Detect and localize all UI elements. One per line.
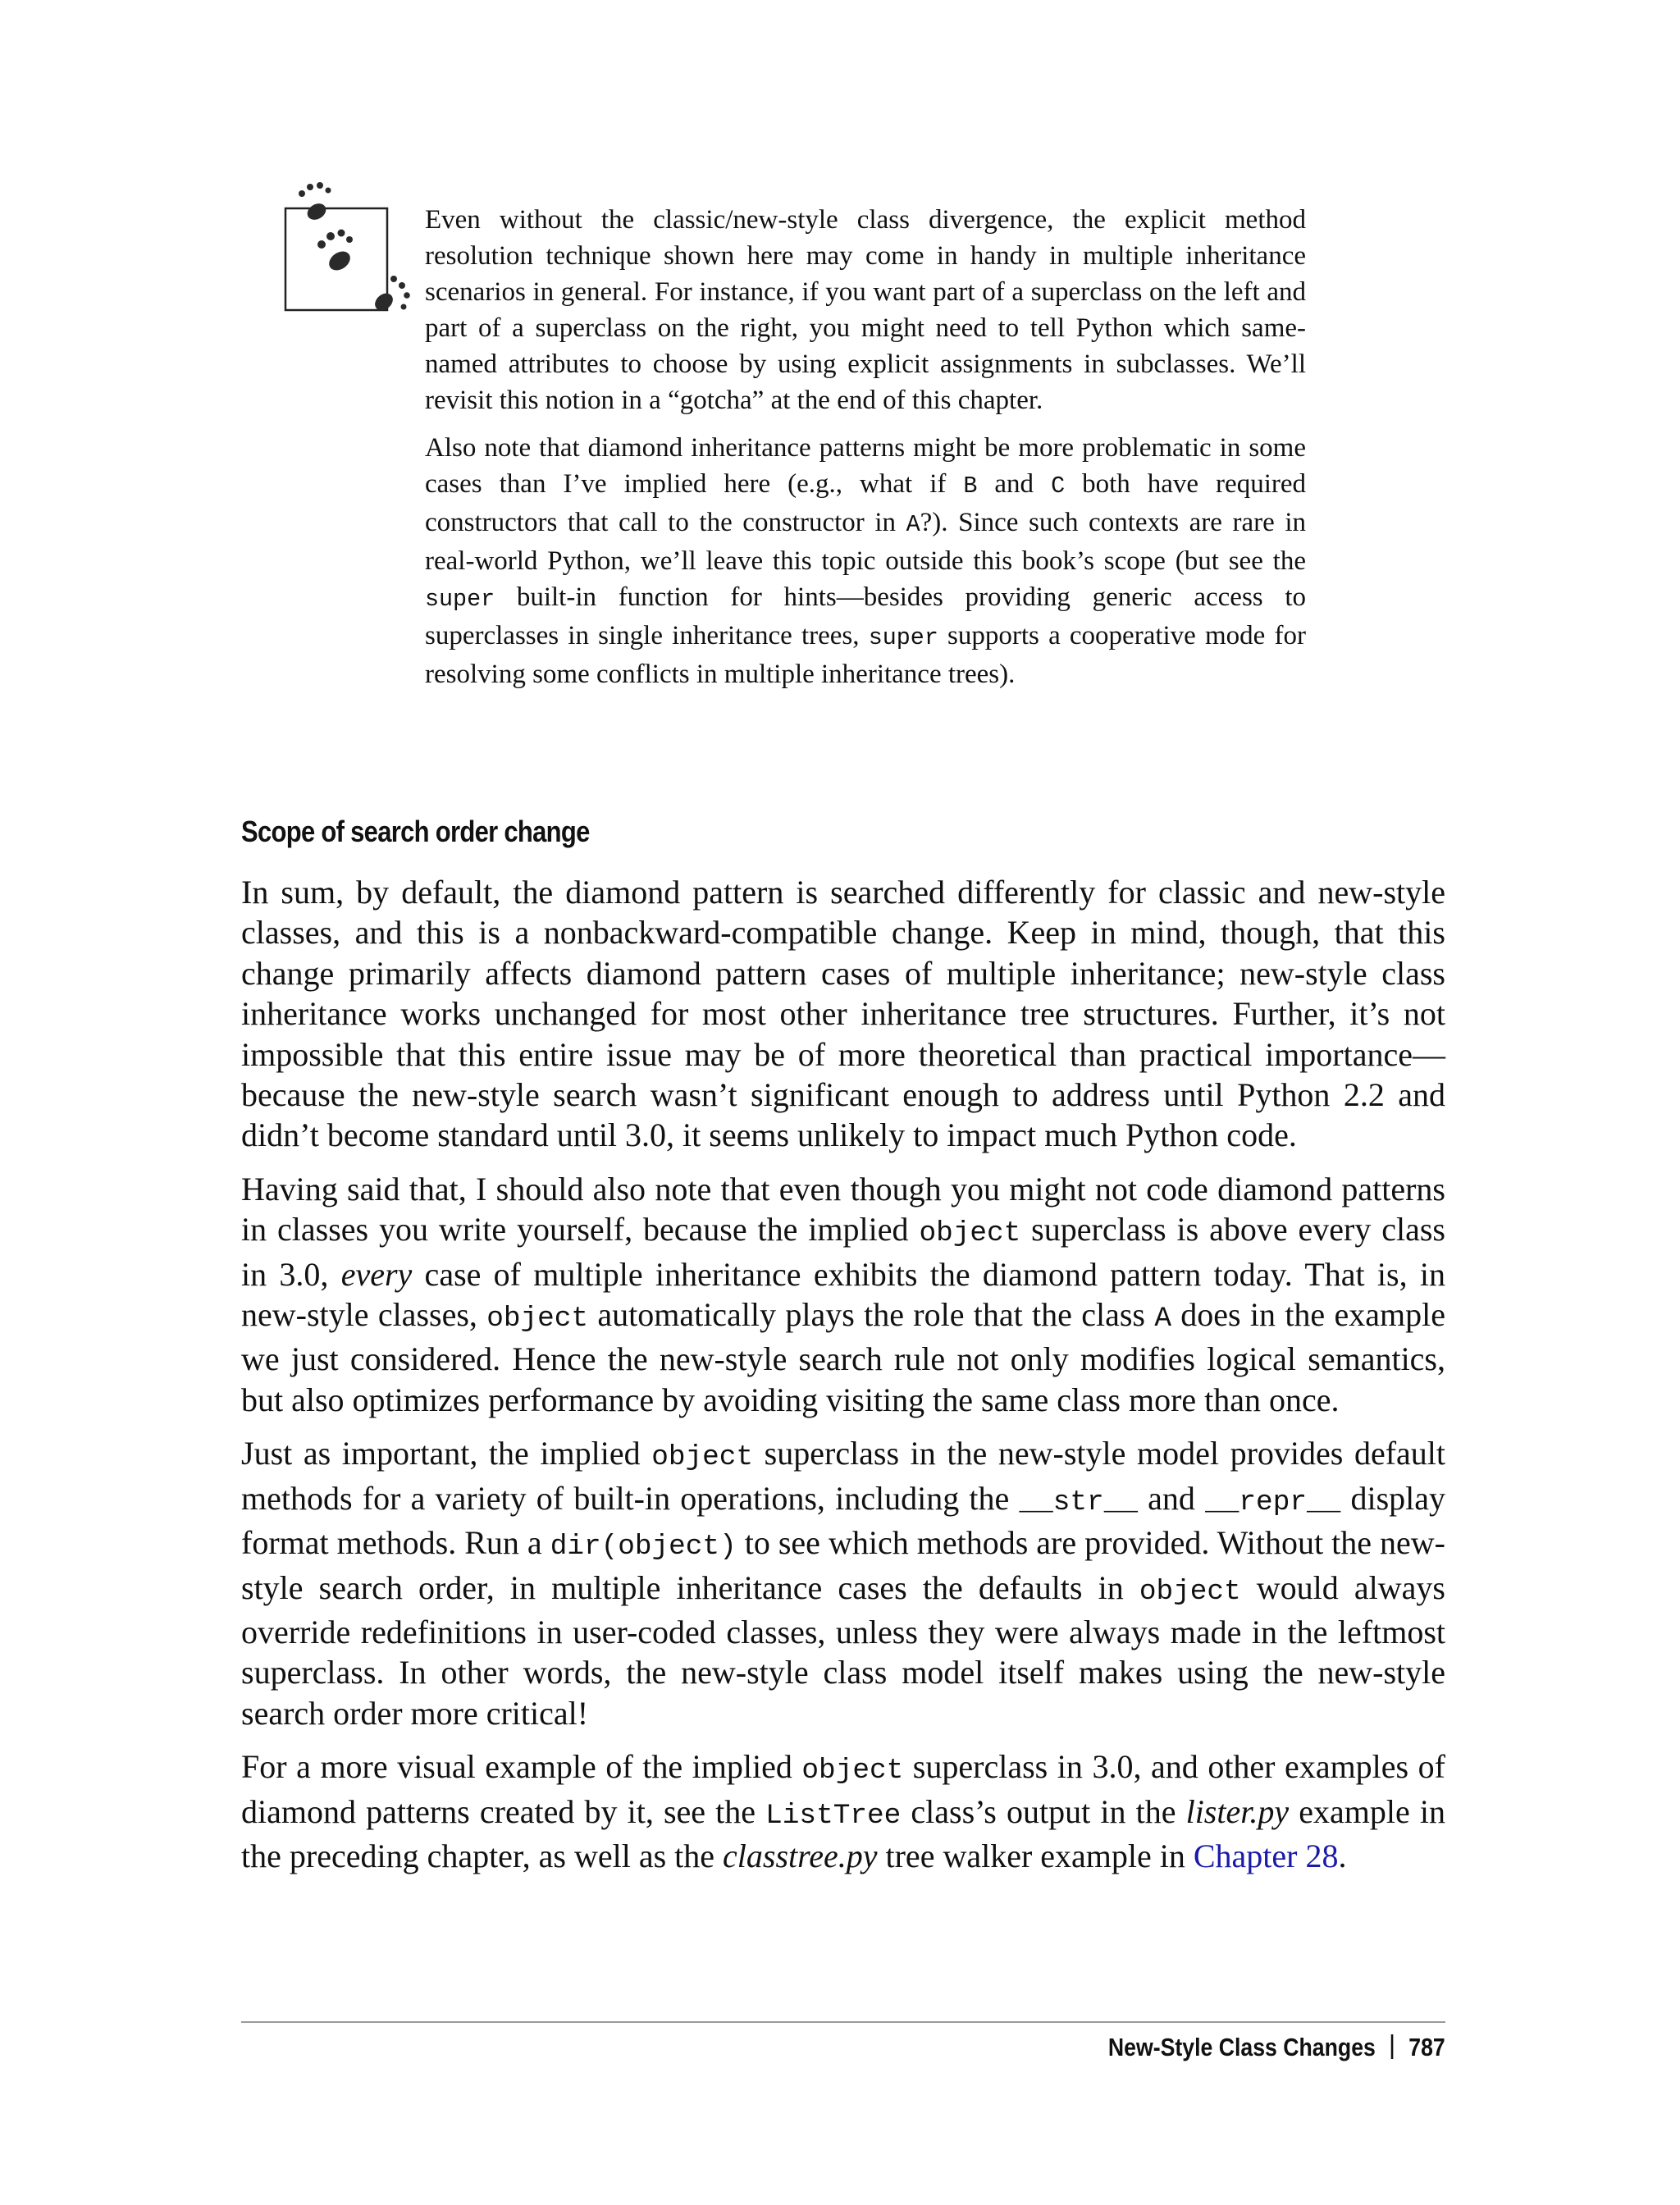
page-footer bbox=[1108, 2031, 1445, 2064]
body-text bbox=[241, 872, 1445, 1889]
inline-code: object bbox=[919, 1217, 1021, 1250]
body-paragraph: Just as important, the implied object superclass in the new-style model provides default methods for a variety of built-in operations, including the __str__ and __repr__ display format methods. Run a dir(object) to see which methods are provided. Without the new-style search order, in multiple inheritance cases the defaults in object would always override redefinitions in user-coded classes, unless they were always made in the leftmost superclass. In other words, the new-style class model itself makes using the new-style search order more critical! bbox=[241, 1435, 1446, 1732]
footer-rule bbox=[241, 2021, 1445, 2023]
paw-prints-icon bbox=[279, 179, 427, 326]
body-paragraph: For a more visual example of the implied object superclass in 3.0, and other examples of diamond patterns created by it, see the ListTree class’s output in the lister.py example in the preceding chapter, as well as the classtree.py tree walker example in Chapter 28. bbox=[241, 1748, 1445, 1874]
inline-code: super bbox=[868, 624, 938, 651]
inline-code: __repr__ bbox=[1205, 1486, 1341, 1518]
tip-note bbox=[425, 202, 1306, 704]
emphasis: every bbox=[340, 1255, 413, 1293]
inline-code: object bbox=[486, 1303, 589, 1335]
inline-code: C bbox=[1051, 472, 1066, 500]
inline-code: object bbox=[1139, 1575, 1241, 1608]
inline-code: B bbox=[963, 472, 978, 500]
section-heading: Scope of search order change bbox=[241, 815, 590, 848]
emphasis: classtree.py bbox=[723, 1837, 878, 1874]
inline-code: __str__ bbox=[1019, 1486, 1138, 1518]
chapter-link[interactable]: Chapter 28 bbox=[1193, 1837, 1339, 1874]
inline-code: ListTree bbox=[765, 1799, 902, 1832]
footer-separator bbox=[1391, 2034, 1394, 2059]
emphasis: lister.py bbox=[1185, 1792, 1290, 1830]
footer-section-title: New-Style Class Changes bbox=[1108, 2033, 1376, 2061]
body-paragraph: In sum, by default, the diamond pattern is searched differently for classic and new-style classes, and this is a nonbackward-compatible change. Keep in mind, though, that this change primarily affects diamond pattern cases of multiple inheritance; new-style class inheritance works unchanged for most other inheritance tree structures. Further, it’s not impossible that this entire issue may be of more theoretical than practical importance—because the new-style search wasn’t significant enough to address until Python 2.2 and didn’t become standard until 3.0, it seems unlikely to impact much Python code. bbox=[241, 874, 1445, 1154]
inline-code: dir(object) bbox=[550, 1531, 737, 1564]
inline-code: object bbox=[651, 1441, 754, 1474]
inline-code: A bbox=[1154, 1303, 1171, 1335]
inline-code: super bbox=[425, 586, 495, 613]
inline-code: A bbox=[906, 511, 920, 538]
body-paragraph: Having said that, I should also note that even though you might not code diamond patterns in classes you write yourself, because the implied object superclass is above every class in 3.0, every case of multiple inheritance exhibits the diamond pattern today. That is, in new-style classes, object automatically plays the role that the class A does in the example we just considered. Hence the new-style search rule not only modifies logical semantics, but also optimizes performance by avoiding visiting the same class more than once. bbox=[241, 1170, 1446, 1418]
page-number: 787 bbox=[1408, 2033, 1445, 2061]
inline-code: object bbox=[801, 1755, 904, 1787]
tip-paragraph: Also note that diamond inheritance patterns might be more problematic in some cases than I’ve implied here (e.g., what if B and C both have required constructors that call to the constructor in A?). Since such contexts are rare in real-world Python, we’ll leave this topic outside this book’s scope (but see the super built-in function for hints—besides providing generic access to superclasses in single inheritance trees, super supports a cooperative mode for resolving some conflicts in multiple inheritance trees). bbox=[425, 433, 1307, 689]
tip-paragraph: Even without the classic/new-style class divergence, the explicit method resolution technique shown here may come in handy in multiple inheritance scenarios in general. For instance, if you want part of a superclass on the left and part of a superclass on the right, you might need to tell Python which same-named attributes to choose by using explicit assignments in subclasses. We’ll revisit this notion in a “gotcha” at the end of this chapter. bbox=[425, 205, 1306, 415]
